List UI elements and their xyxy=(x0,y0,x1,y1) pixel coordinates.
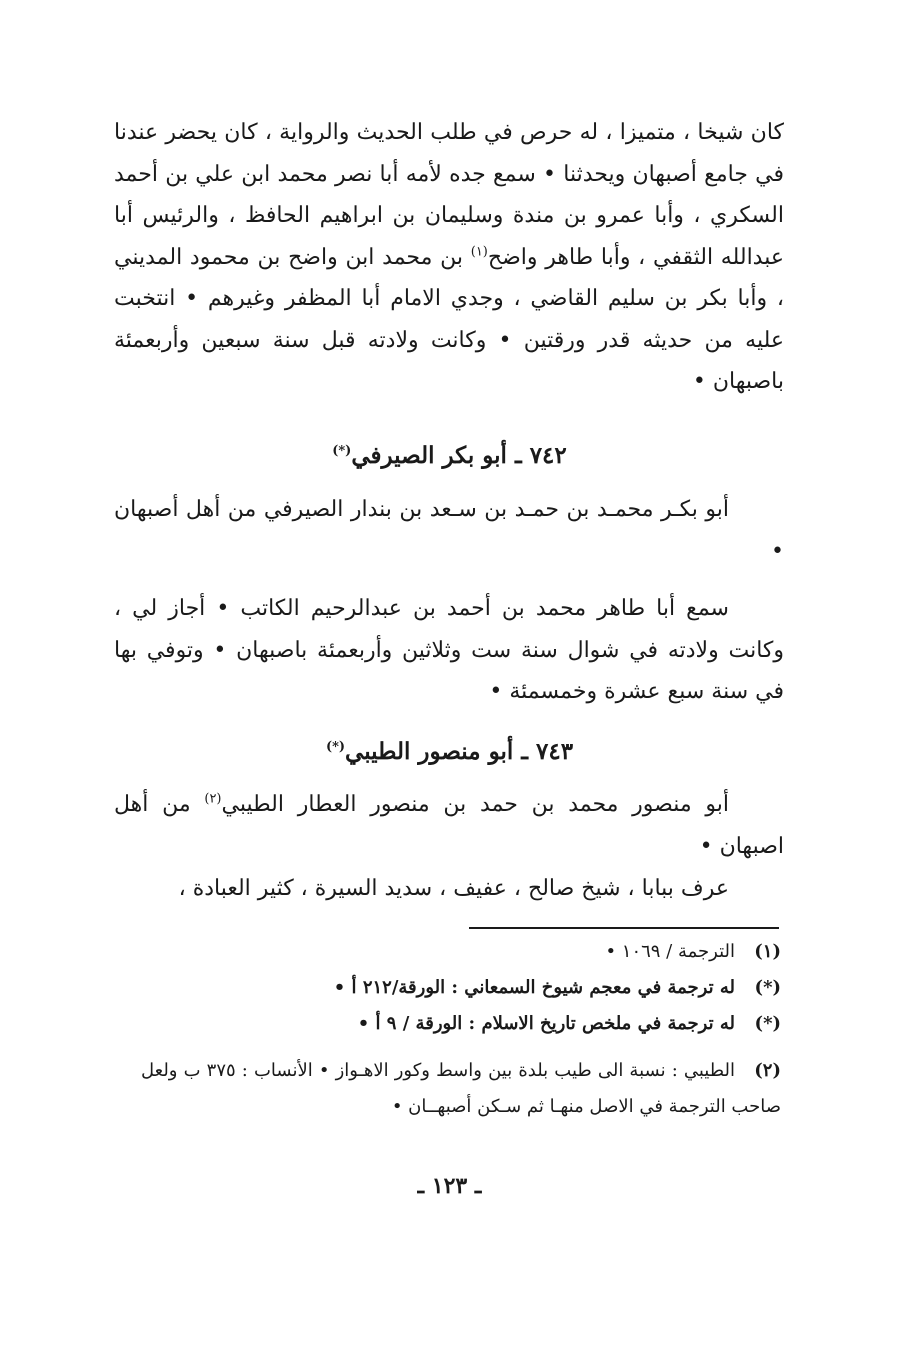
footnote-1-mark: (١) xyxy=(754,941,781,962)
entry-742-paragraph-a: أبو بكـر محمـد بن حمـد بن سـعد بن بندار الصيرفي من أهل أصبهان • xyxy=(114,497,784,564)
entry-743-paragraph-a-text: أبو منصور محمد بن حمد بن منصور العطار الطيبي xyxy=(221,792,729,817)
entry-743-paragraph-a-text-continued: من أهل اصبهان • xyxy=(114,792,784,859)
footnote-star-1 xyxy=(121,970,781,1006)
entry-742-heading xyxy=(0,436,899,476)
paragraph-1-text: كان شيخا ، متميزا ، له حرص في طلب الحديث والرواية ، كان يحضر عندنا في جامع أصبهان ويحدثنا • سمع جده لأمه أبا نصر محمد ابن علي بن أحمد السكري ، وأبا عمرو بن مندة وسليمان بن ابراهيم الحافظ ، والرئيس أبا عبدالله الثقفي ، وأبا طاهر واضح xyxy=(114,120,784,270)
entry-743-heading-mark: (*) xyxy=(325,739,346,755)
footnote-star-1-mark: (*) xyxy=(754,977,781,998)
footnote-star-2 xyxy=(121,1006,781,1042)
body-paragraph-1 xyxy=(114,112,784,403)
entry-743-paragraph-a xyxy=(114,784,784,867)
footnote-ref-1: (١) xyxy=(470,244,488,260)
footnote-2 xyxy=(141,1053,781,1125)
footnote-2-mark: (٢) xyxy=(754,1060,781,1081)
footnote-star-2-mark: (*) xyxy=(754,1013,781,1034)
paragraph-1-text-continued: بن محمد ابن واضح بن محمود المديني ، وأبا بكر بن سليم القاضي ، وجدي الامام أبا المظفر وغيرهم • انتخبت عليه من حديثه قدر ورقتين • وكانت ولادته قبل سنة سبعين وأربعمئة باصبهان • xyxy=(114,244,784,394)
footnote-ref-2: (٢) xyxy=(204,791,222,807)
footnote-1 xyxy=(121,934,781,970)
footnote-2-text: الطيبي : نسبة الى طيب بلدة بين واسط وكور الاهـواز • الأنساب : ٣٧٥ ب ولعل صاحب الترجمة في الاصل منهـا ثم سـكن أصبهــان • xyxy=(141,1060,781,1117)
entry-743-heading xyxy=(0,732,899,772)
page-number: ـ ١٢٣ ـ xyxy=(417,1173,482,1199)
entry-742-heading-mark: (*) xyxy=(332,443,352,459)
entry-743-paragraph-b: عرف ببابا ، شيخ صالح ، عفيف ، سديد السيرة ، كثير العبادة ، xyxy=(178,876,729,901)
entry-742-paragraph-b: سمع أبا طاهر محمد بن أحمد بن عبدالرحيم الكاتب • أجاز لي ، وكانت ولادته في شوال سنة ست وثلاثين وأربعمئة باصبهان • وتوفي بها في سنة سبع عشرة وخمسمئة • xyxy=(114,596,784,704)
entry-743-title: ٧٤٣ ـ أبو منصور الطيبي xyxy=(345,738,574,765)
entry-742-title: ٧٤٢ ـ أبو بكر الصيرفي xyxy=(351,442,567,469)
footnote-star-1-text: له ترجمة في معجم شيوخ السمعاني : الورقة/٢١٢ أ • xyxy=(333,977,735,998)
footnote-divider xyxy=(469,927,779,929)
footnote-1-text: الترجمة / ١٠٦٩ • xyxy=(605,941,735,962)
footnote-star-2-text: له ترجمة في ملخص تاريخ الاسلام : الورقة / ٩ أ • xyxy=(357,1013,735,1034)
